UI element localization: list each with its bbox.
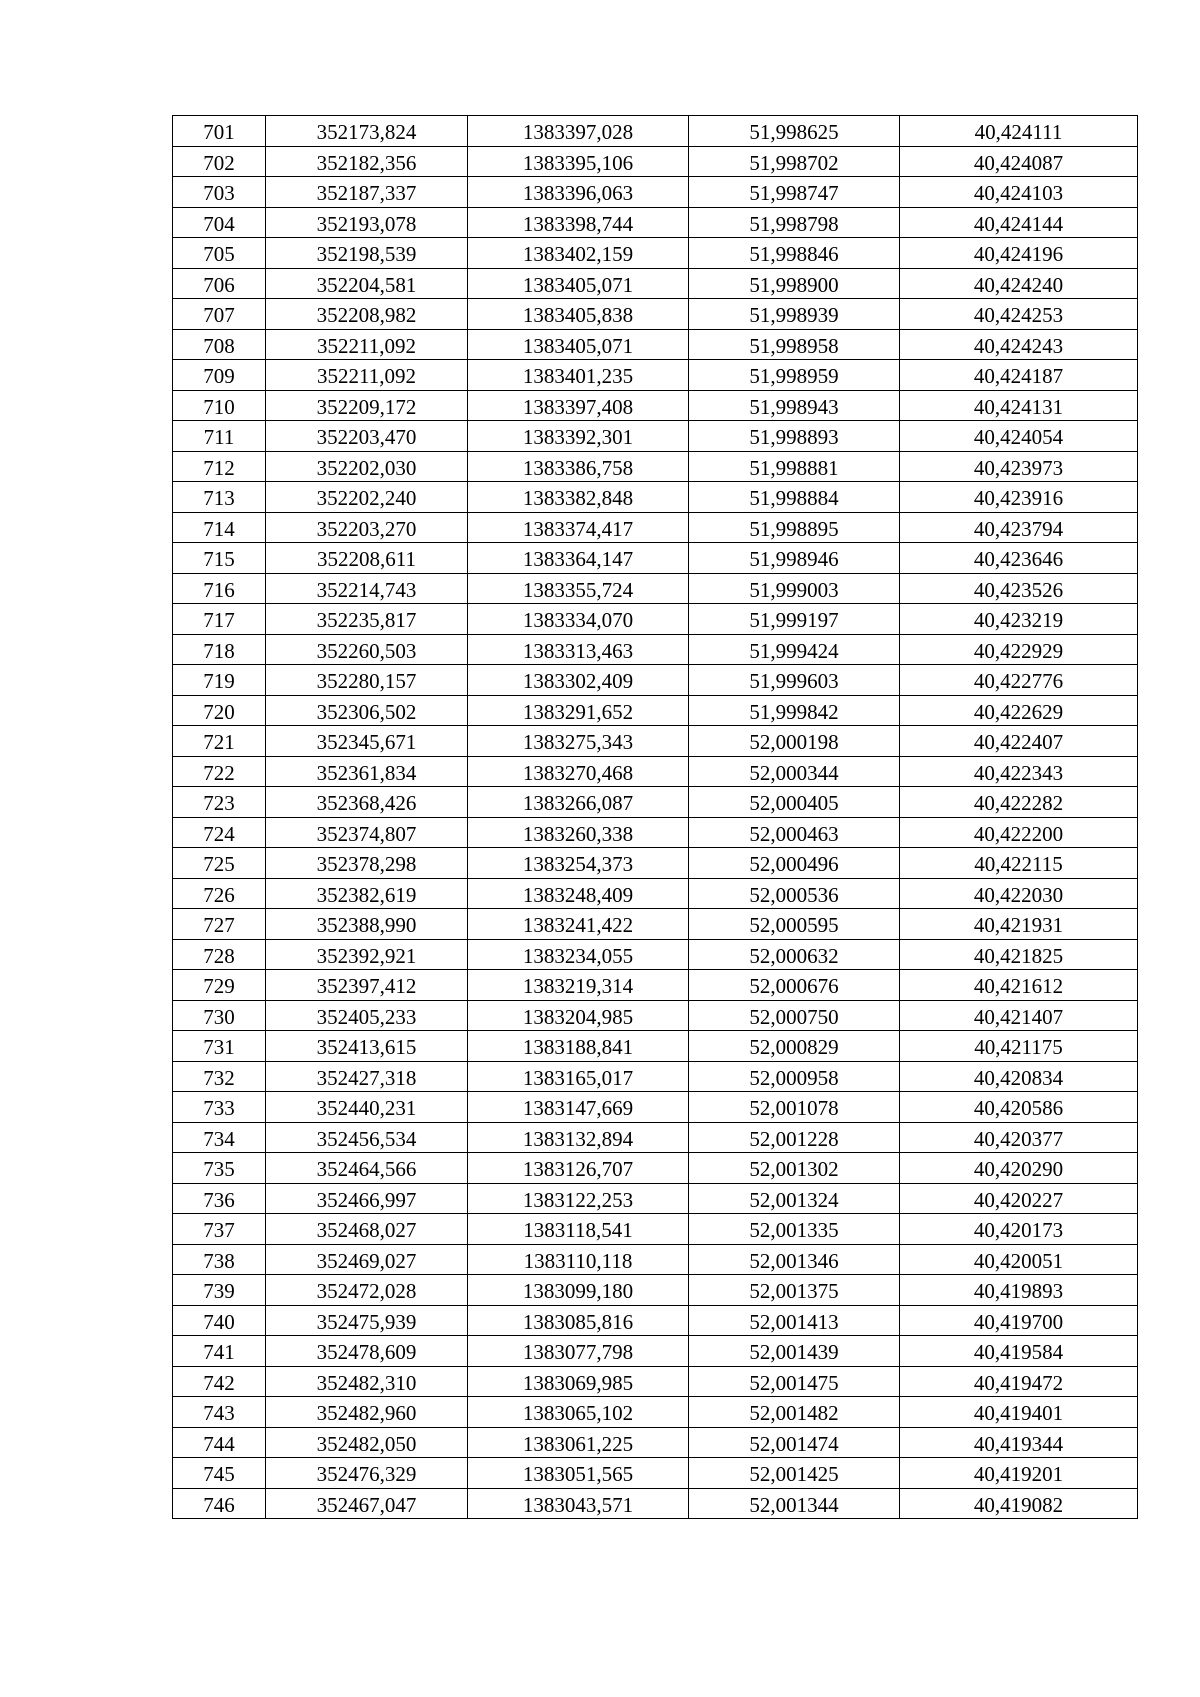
x-coordinate-cell: 352388,990 — [266, 909, 468, 940]
y-coordinate-cell: 1383374,417 — [468, 512, 689, 543]
longitude-cell: 40,422115 — [900, 848, 1138, 879]
point-number-cell: 703 — [173, 177, 266, 208]
point-number-cell: 743 — [173, 1397, 266, 1428]
table-row — [173, 1275, 1138, 1306]
y-coordinate-cell: 1383396,063 — [468, 177, 689, 208]
longitude-cell: 40,421175 — [900, 1031, 1138, 1062]
longitude-cell: 40,419472 — [900, 1366, 1138, 1397]
longitude-cell: 40,420377 — [900, 1122, 1138, 1153]
point-number-cell: 732 — [173, 1061, 266, 1092]
longitude-cell: 40,423219 — [900, 604, 1138, 635]
longitude-cell: 40,424131 — [900, 390, 1138, 421]
latitude-cell: 52,001324 — [689, 1183, 900, 1214]
latitude-cell: 52,000405 — [689, 787, 900, 818]
table-row — [173, 848, 1138, 879]
table-row — [173, 1336, 1138, 1367]
latitude-cell: 51,998798 — [689, 207, 900, 238]
longitude-cell: 40,420051 — [900, 1244, 1138, 1275]
point-number-cell: 731 — [173, 1031, 266, 1062]
y-coordinate-cell: 1383122,253 — [468, 1183, 689, 1214]
table-row — [173, 665, 1138, 696]
latitude-cell: 52,001475 — [689, 1366, 900, 1397]
longitude-cell: 40,423794 — [900, 512, 1138, 543]
latitude-cell: 52,001335 — [689, 1214, 900, 1245]
longitude-cell: 40,421825 — [900, 939, 1138, 970]
table-row — [173, 604, 1138, 635]
table-row — [173, 1397, 1138, 1428]
point-number-cell: 739 — [173, 1275, 266, 1306]
x-coordinate-cell: 352440,231 — [266, 1092, 468, 1123]
point-number-cell: 740 — [173, 1305, 266, 1336]
table-row — [173, 1458, 1138, 1489]
latitude-cell: 52,001474 — [689, 1427, 900, 1458]
x-coordinate-cell: 352466,997 — [266, 1183, 468, 1214]
point-number-cell: 719 — [173, 665, 266, 696]
table-row — [173, 116, 1138, 147]
table-row — [173, 787, 1138, 818]
table-row — [173, 939, 1138, 970]
x-coordinate-cell: 352211,092 — [266, 329, 468, 360]
x-coordinate-cell: 352260,503 — [266, 634, 468, 665]
y-coordinate-cell: 1383043,571 — [468, 1488, 689, 1519]
y-coordinate-cell: 1383248,409 — [468, 878, 689, 909]
x-coordinate-cell: 352203,270 — [266, 512, 468, 543]
y-coordinate-cell: 1383254,373 — [468, 848, 689, 879]
latitude-cell: 52,000463 — [689, 817, 900, 848]
longitude-cell: 40,424054 — [900, 421, 1138, 452]
point-number-cell: 738 — [173, 1244, 266, 1275]
y-coordinate-cell: 1383099,180 — [468, 1275, 689, 1306]
x-coordinate-cell: 352214,743 — [266, 573, 468, 604]
latitude-cell: 51,999197 — [689, 604, 900, 635]
latitude-cell: 51,998946 — [689, 543, 900, 574]
table-row — [173, 970, 1138, 1001]
longitude-cell: 40,424240 — [900, 268, 1138, 299]
latitude-cell: 52,000750 — [689, 1000, 900, 1031]
point-number-cell: 722 — [173, 756, 266, 787]
y-coordinate-cell: 1383147,669 — [468, 1092, 689, 1123]
latitude-cell: 51,999424 — [689, 634, 900, 665]
longitude-cell: 40,420227 — [900, 1183, 1138, 1214]
x-coordinate-cell: 352187,337 — [266, 177, 468, 208]
latitude-cell: 51,998625 — [689, 116, 900, 147]
y-coordinate-cell: 1383126,707 — [468, 1153, 689, 1184]
latitude-cell: 51,998895 — [689, 512, 900, 543]
latitude-cell: 52,001078 — [689, 1092, 900, 1123]
table-row — [173, 329, 1138, 360]
latitude-cell: 52,000958 — [689, 1061, 900, 1092]
longitude-cell: 40,422200 — [900, 817, 1138, 848]
table-row — [173, 1122, 1138, 1153]
longitude-cell: 40,422407 — [900, 726, 1138, 757]
y-coordinate-cell: 1383188,841 — [468, 1031, 689, 1062]
y-coordinate-cell: 1383241,422 — [468, 909, 689, 940]
latitude-cell: 52,001425 — [689, 1458, 900, 1489]
latitude-cell: 52,000344 — [689, 756, 900, 787]
point-number-cell: 744 — [173, 1427, 266, 1458]
x-coordinate-cell: 352475,939 — [266, 1305, 468, 1336]
y-coordinate-cell: 1383065,102 — [468, 1397, 689, 1428]
table-row — [173, 695, 1138, 726]
y-coordinate-cell: 1383234,055 — [468, 939, 689, 970]
point-number-cell: 712 — [173, 451, 266, 482]
point-number-cell: 706 — [173, 268, 266, 299]
x-coordinate-cell: 352469,027 — [266, 1244, 468, 1275]
longitude-cell: 40,422343 — [900, 756, 1138, 787]
y-coordinate-cell: 1383204,985 — [468, 1000, 689, 1031]
x-coordinate-cell: 352397,412 — [266, 970, 468, 1001]
latitude-cell: 51,998846 — [689, 238, 900, 269]
longitude-cell: 40,423526 — [900, 573, 1138, 604]
longitude-cell: 40,424144 — [900, 207, 1138, 238]
table-row — [173, 421, 1138, 452]
point-number-cell: 726 — [173, 878, 266, 909]
point-number-cell: 720 — [173, 695, 266, 726]
y-coordinate-cell: 1383132,894 — [468, 1122, 689, 1153]
longitude-cell: 40,421612 — [900, 970, 1138, 1001]
longitude-cell: 40,423973 — [900, 451, 1138, 482]
y-coordinate-cell: 1383397,028 — [468, 116, 689, 147]
point-number-cell: 723 — [173, 787, 266, 818]
table-row — [173, 238, 1138, 269]
table-row — [173, 1427, 1138, 1458]
point-number-cell: 729 — [173, 970, 266, 1001]
x-coordinate-cell: 352202,030 — [266, 451, 468, 482]
y-coordinate-cell: 1383275,343 — [468, 726, 689, 757]
x-coordinate-cell: 352209,172 — [266, 390, 468, 421]
y-coordinate-cell: 1383405,838 — [468, 299, 689, 330]
table-row — [173, 299, 1138, 330]
point-number-cell: 701 — [173, 116, 266, 147]
point-number-cell: 705 — [173, 238, 266, 269]
latitude-cell: 52,000496 — [689, 848, 900, 879]
table-row — [173, 268, 1138, 299]
y-coordinate-cell: 1383085,816 — [468, 1305, 689, 1336]
x-coordinate-cell: 352182,356 — [266, 146, 468, 177]
longitude-cell: 40,420173 — [900, 1214, 1138, 1245]
point-number-cell: 734 — [173, 1122, 266, 1153]
x-coordinate-cell: 352482,960 — [266, 1397, 468, 1428]
latitude-cell: 52,001375 — [689, 1275, 900, 1306]
table-row — [173, 909, 1138, 940]
x-coordinate-cell: 352280,157 — [266, 665, 468, 696]
table-row — [173, 146, 1138, 177]
x-coordinate-cell: 352203,470 — [266, 421, 468, 452]
y-coordinate-cell: 1383355,724 — [468, 573, 689, 604]
point-number-cell: 727 — [173, 909, 266, 940]
point-number-cell: 746 — [173, 1488, 266, 1519]
longitude-cell: 40,419344 — [900, 1427, 1138, 1458]
x-coordinate-cell: 352208,982 — [266, 299, 468, 330]
table-row — [173, 1366, 1138, 1397]
table-row — [173, 634, 1138, 665]
longitude-cell: 40,422030 — [900, 878, 1138, 909]
longitude-cell: 40,420290 — [900, 1153, 1138, 1184]
table-row — [173, 1000, 1138, 1031]
latitude-cell: 52,001344 — [689, 1488, 900, 1519]
table-row — [173, 360, 1138, 391]
longitude-cell: 40,421407 — [900, 1000, 1138, 1031]
latitude-cell: 52,000595 — [689, 909, 900, 940]
x-coordinate-cell: 352468,027 — [266, 1214, 468, 1245]
longitude-cell: 40,424087 — [900, 146, 1138, 177]
latitude-cell: 52,000676 — [689, 970, 900, 1001]
point-number-cell: 725 — [173, 848, 266, 879]
y-coordinate-cell: 1383405,071 — [468, 268, 689, 299]
table-row — [173, 1305, 1138, 1336]
table-row — [173, 1031, 1138, 1062]
longitude-cell: 40,424187 — [900, 360, 1138, 391]
y-coordinate-cell: 1383077,798 — [468, 1336, 689, 1367]
table-row — [173, 878, 1138, 909]
point-number-cell: 730 — [173, 1000, 266, 1031]
longitude-cell: 40,422282 — [900, 787, 1138, 818]
point-number-cell: 714 — [173, 512, 266, 543]
y-coordinate-cell: 1383397,408 — [468, 390, 689, 421]
x-coordinate-cell: 352478,609 — [266, 1336, 468, 1367]
longitude-cell: 40,423916 — [900, 482, 1138, 513]
y-coordinate-cell: 1383219,314 — [468, 970, 689, 1001]
latitude-cell: 52,001482 — [689, 1397, 900, 1428]
x-coordinate-cell: 352193,078 — [266, 207, 468, 238]
longitude-cell: 40,424111 — [900, 116, 1138, 147]
x-coordinate-cell: 352378,298 — [266, 848, 468, 879]
point-number-cell: 716 — [173, 573, 266, 604]
y-coordinate-cell: 1383334,070 — [468, 604, 689, 635]
point-number-cell: 724 — [173, 817, 266, 848]
latitude-cell: 52,000829 — [689, 1031, 900, 1062]
y-coordinate-cell: 1383405,071 — [468, 329, 689, 360]
y-coordinate-cell: 1383270,468 — [468, 756, 689, 787]
longitude-cell: 40,424196 — [900, 238, 1138, 269]
x-coordinate-cell: 352306,502 — [266, 695, 468, 726]
point-number-cell: 745 — [173, 1458, 266, 1489]
point-number-cell: 737 — [173, 1214, 266, 1245]
latitude-cell: 51,998939 — [689, 299, 900, 330]
longitude-cell: 40,422776 — [900, 665, 1138, 696]
longitude-cell: 40,419401 — [900, 1397, 1138, 1428]
x-coordinate-cell: 352368,426 — [266, 787, 468, 818]
y-coordinate-cell: 1383266,087 — [468, 787, 689, 818]
table-row — [173, 177, 1138, 208]
latitude-cell: 51,998884 — [689, 482, 900, 513]
latitude-cell: 52,001302 — [689, 1153, 900, 1184]
table-row — [173, 1153, 1138, 1184]
point-number-cell: 741 — [173, 1336, 266, 1367]
table-row — [173, 543, 1138, 574]
x-coordinate-cell: 352467,047 — [266, 1488, 468, 1519]
y-coordinate-cell: 1383392,301 — [468, 421, 689, 452]
longitude-cell: 40,419700 — [900, 1305, 1138, 1336]
x-coordinate-cell: 352204,581 — [266, 268, 468, 299]
table-row — [173, 573, 1138, 604]
x-coordinate-cell: 352235,817 — [266, 604, 468, 635]
point-number-cell: 702 — [173, 146, 266, 177]
latitude-cell: 52,001439 — [689, 1336, 900, 1367]
x-coordinate-cell: 352374,807 — [266, 817, 468, 848]
point-number-cell: 728 — [173, 939, 266, 970]
longitude-cell: 40,424253 — [900, 299, 1138, 330]
coordinates-table — [172, 115, 1138, 1519]
longitude-cell: 40,419201 — [900, 1458, 1138, 1489]
table-row — [173, 512, 1138, 543]
latitude-cell: 51,998958 — [689, 329, 900, 360]
y-coordinate-cell: 1383402,159 — [468, 238, 689, 269]
y-coordinate-cell: 1383165,017 — [468, 1061, 689, 1092]
latitude-cell: 51,998943 — [689, 390, 900, 421]
latitude-cell: 51,999003 — [689, 573, 900, 604]
latitude-cell: 51,999603 — [689, 665, 900, 696]
table-row — [173, 1061, 1138, 1092]
longitude-cell: 40,419082 — [900, 1488, 1138, 1519]
latitude-cell: 51,998881 — [689, 451, 900, 482]
point-number-cell: 708 — [173, 329, 266, 360]
y-coordinate-cell: 1383302,409 — [468, 665, 689, 696]
x-coordinate-cell: 352456,534 — [266, 1122, 468, 1153]
latitude-cell: 51,998900 — [689, 268, 900, 299]
x-coordinate-cell: 352211,092 — [266, 360, 468, 391]
point-number-cell: 707 — [173, 299, 266, 330]
latitude-cell: 52,000536 — [689, 878, 900, 909]
y-coordinate-cell: 1383291,652 — [468, 695, 689, 726]
y-coordinate-cell: 1383110,118 — [468, 1244, 689, 1275]
table-row — [173, 817, 1138, 848]
x-coordinate-cell: 352472,028 — [266, 1275, 468, 1306]
point-number-cell: 715 — [173, 543, 266, 574]
table-row — [173, 1244, 1138, 1275]
x-coordinate-cell: 352392,921 — [266, 939, 468, 970]
point-number-cell: 735 — [173, 1153, 266, 1184]
table-row — [173, 1214, 1138, 1245]
latitude-cell: 51,999842 — [689, 695, 900, 726]
latitude-cell: 51,998702 — [689, 146, 900, 177]
y-coordinate-cell: 1383398,744 — [468, 207, 689, 238]
point-number-cell: 710 — [173, 390, 266, 421]
table-row — [173, 1488, 1138, 1519]
x-coordinate-cell: 352482,310 — [266, 1366, 468, 1397]
x-coordinate-cell: 352476,329 — [266, 1458, 468, 1489]
longitude-cell: 40,422929 — [900, 634, 1138, 665]
x-coordinate-cell: 352405,233 — [266, 1000, 468, 1031]
y-coordinate-cell: 1383069,985 — [468, 1366, 689, 1397]
table-row — [173, 482, 1138, 513]
x-coordinate-cell: 352173,824 — [266, 116, 468, 147]
y-coordinate-cell: 1383401,235 — [468, 360, 689, 391]
point-number-cell: 717 — [173, 604, 266, 635]
x-coordinate-cell: 352413,615 — [266, 1031, 468, 1062]
point-number-cell: 704 — [173, 207, 266, 238]
y-coordinate-cell: 1383395,106 — [468, 146, 689, 177]
longitude-cell: 40,421931 — [900, 909, 1138, 940]
point-number-cell: 711 — [173, 421, 266, 452]
longitude-cell: 40,420834 — [900, 1061, 1138, 1092]
x-coordinate-cell: 352464,566 — [266, 1153, 468, 1184]
longitude-cell: 40,419584 — [900, 1336, 1138, 1367]
y-coordinate-cell: 1383382,848 — [468, 482, 689, 513]
longitude-cell: 40,420586 — [900, 1092, 1138, 1123]
x-coordinate-cell: 352361,834 — [266, 756, 468, 787]
point-number-cell: 742 — [173, 1366, 266, 1397]
point-number-cell: 721 — [173, 726, 266, 757]
longitude-cell: 40,424103 — [900, 177, 1138, 208]
table-row — [173, 1092, 1138, 1123]
point-number-cell: 709 — [173, 360, 266, 391]
table-row — [173, 207, 1138, 238]
longitude-cell: 40,424243 — [900, 329, 1138, 360]
y-coordinate-cell: 1383364,147 — [468, 543, 689, 574]
table-row — [173, 390, 1138, 421]
x-coordinate-cell: 352482,050 — [266, 1427, 468, 1458]
latitude-cell: 52,001413 — [689, 1305, 900, 1336]
latitude-cell: 52,000198 — [689, 726, 900, 757]
latitude-cell: 51,998959 — [689, 360, 900, 391]
y-coordinate-cell: 1383118,541 — [468, 1214, 689, 1245]
point-number-cell: 733 — [173, 1092, 266, 1123]
y-coordinate-cell: 1383313,463 — [468, 634, 689, 665]
x-coordinate-cell: 352198,539 — [266, 238, 468, 269]
latitude-cell: 51,998747 — [689, 177, 900, 208]
latitude-cell: 52,001346 — [689, 1244, 900, 1275]
coordinates-table-body — [173, 116, 1138, 1519]
latitude-cell: 52,000632 — [689, 939, 900, 970]
point-number-cell: 713 — [173, 482, 266, 513]
y-coordinate-cell: 1383260,338 — [468, 817, 689, 848]
longitude-cell: 40,422629 — [900, 695, 1138, 726]
table-row — [173, 451, 1138, 482]
latitude-cell: 52,001228 — [689, 1122, 900, 1153]
x-coordinate-cell: 352208,611 — [266, 543, 468, 574]
table-row — [173, 726, 1138, 757]
longitude-cell: 40,423646 — [900, 543, 1138, 574]
point-number-cell: 718 — [173, 634, 266, 665]
x-coordinate-cell: 352345,671 — [266, 726, 468, 757]
point-number-cell: 736 — [173, 1183, 266, 1214]
y-coordinate-cell: 1383061,225 — [468, 1427, 689, 1458]
x-coordinate-cell: 352382,619 — [266, 878, 468, 909]
y-coordinate-cell: 1383051,565 — [468, 1458, 689, 1489]
longitude-cell: 40,419893 — [900, 1275, 1138, 1306]
y-coordinate-cell: 1383386,758 — [468, 451, 689, 482]
x-coordinate-cell: 352427,318 — [266, 1061, 468, 1092]
latitude-cell: 51,998893 — [689, 421, 900, 452]
x-coordinate-cell: 352202,240 — [266, 482, 468, 513]
table-row — [173, 756, 1138, 787]
table-row — [173, 1183, 1138, 1214]
